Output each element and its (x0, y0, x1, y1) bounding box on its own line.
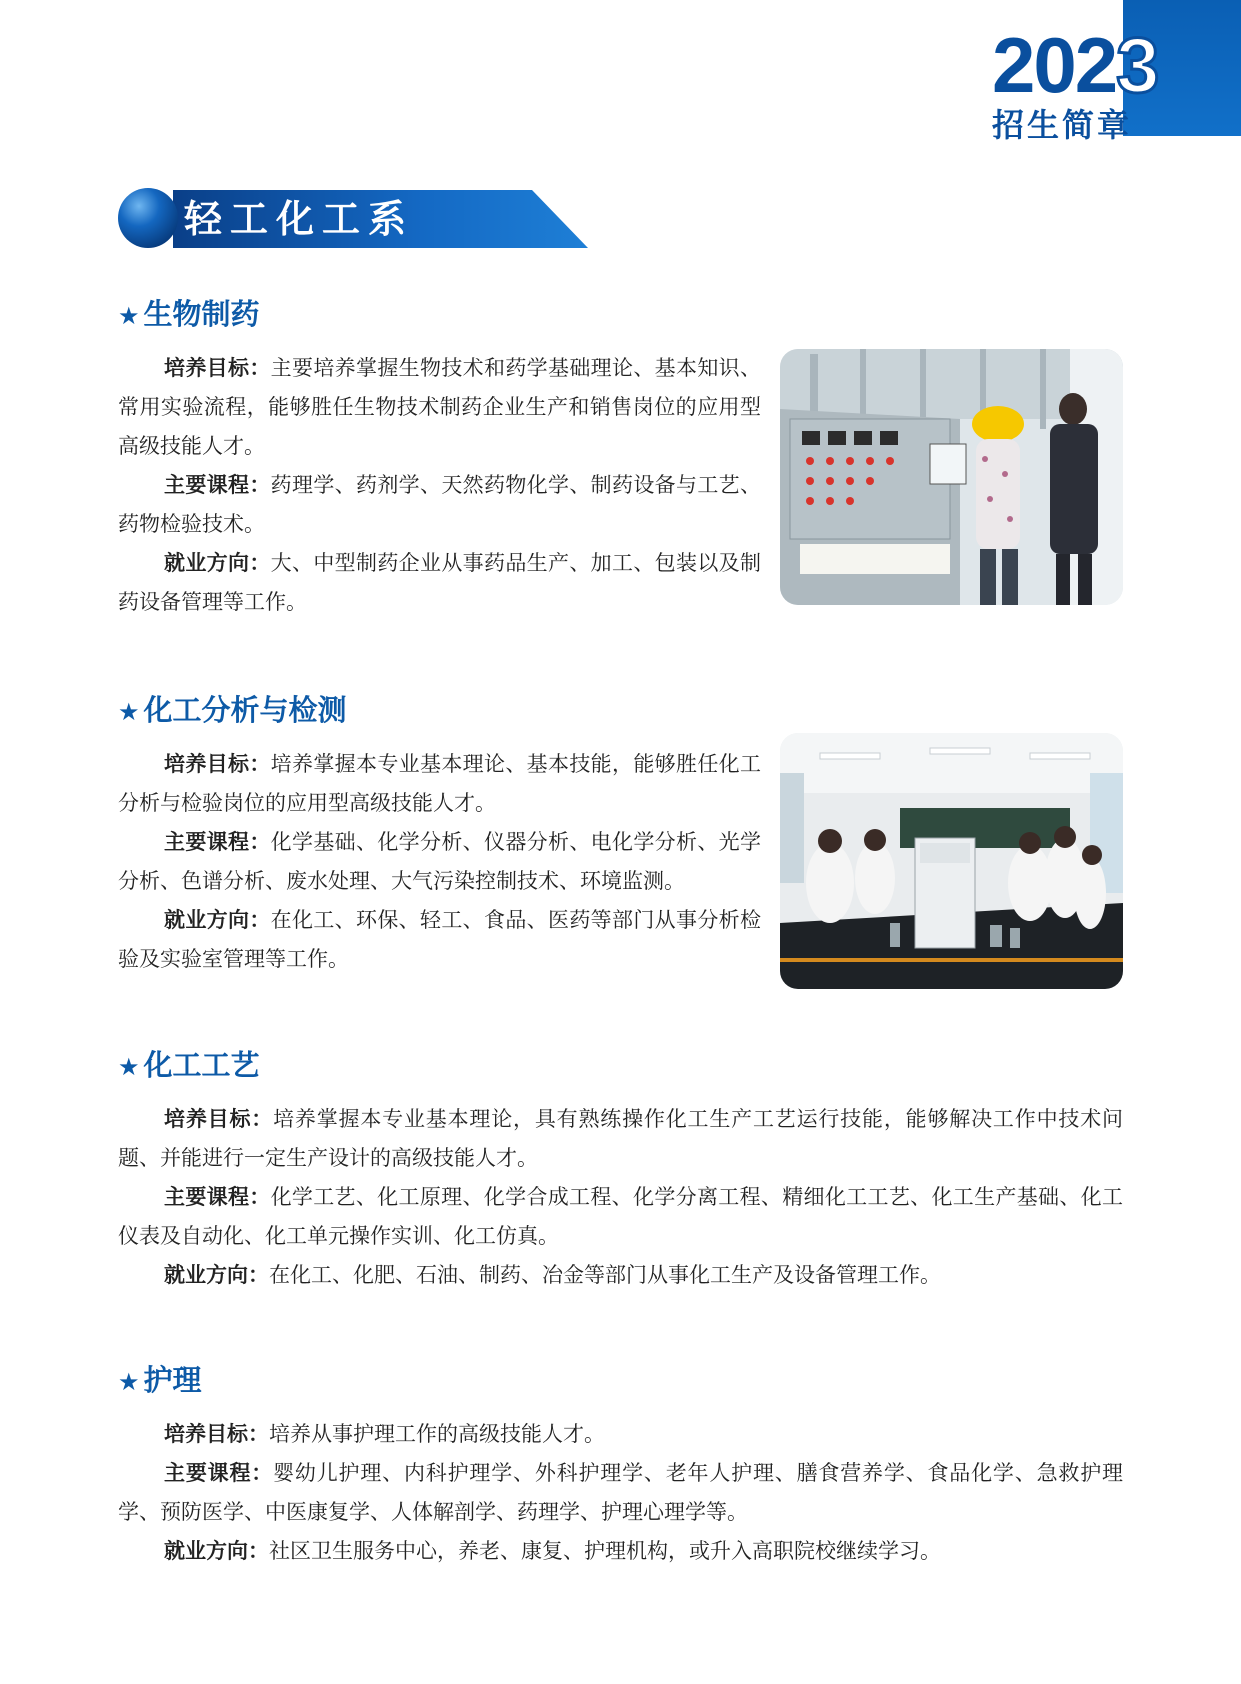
training-goal: 培养目标：培养掌握本专业基本理论，具有熟练操作化工生产工艺运行技能，能够解决工作中技术问题、并能进行一定生产设计的高级技能人才。 (118, 1107, 1124, 1170)
career-direction: 就业方向：大、中型制药企业从事药品生产、加工、包装以及制药设备管理等工作。 (118, 551, 762, 614)
star-icon: ★ (118, 1053, 140, 1081)
section-title: ★ 护理 (118, 1363, 202, 1397)
year-heading: 2023 (992, 21, 1158, 109)
star-icon: ★ (118, 1368, 140, 1396)
main-courses: 主要课程：化学基础、化学分析、仪器分析、电化学分析、光学分析、色谱分析、废水处理、大气污染控制技术、环境监测。 (118, 830, 762, 893)
section-nursing (118, 1360, 1123, 1571)
star-icon: ★ (118, 302, 140, 330)
main-courses: 主要课程：婴幼儿护理、内科护理学、外科护理学、老年人护理、膳食营养学、食品化学、急救护理学、预防医学、中医康复学、人体解剖学、药理学、护理心理学等。 (118, 1461, 1124, 1524)
section-bio-pharmacy (118, 294, 761, 622)
section-chem-analysis (118, 690, 761, 979)
training-goal: 培养目标：主要培养掌握生物技术和药学基础理论、基本知识、常用实验流程，能够胜任生物技术制药企业生产和销售岗位的应用型高级技能人才。 (118, 356, 762, 458)
main-courses: 主要课程：药理学、药剂学、天然药物化学、制药设备与工艺、药物检验技术。 (118, 473, 762, 536)
department-title: 轻工化工系 (184, 197, 415, 241)
photo-pharma-control-panel (780, 349, 1123, 605)
training-goal: 培养目标：培养掌握本专业基本理论、基本技能，能够胜任化工分析与检验岗位的应用型高级技能人才。 (118, 752, 762, 815)
section-title: ★ 生物制药 (118, 297, 260, 331)
section-chem-process (118, 1045, 1123, 1295)
career-direction: 就业方向：在化工、环保、轻工、食品、医药等部门从事分析检验及实验室管理等工作。 (118, 908, 762, 971)
main-courses: 主要课程：化学工艺、化工原理、化学合成工程、化学分离工程、精细化工工艺、化工生产基础、化工仪表及自动化、化工单元操作实训、化工仿真。 (118, 1185, 1123, 1248)
star-icon: ★ (118, 698, 140, 726)
brochure-tagline: 招生简章 (992, 106, 1133, 144)
section-title: ★ 化工分析与检测 (118, 693, 347, 727)
career-direction: 就业方向：社区卫生服务中心，养老、康复、护理机构，或升入高职院校继续学习。 (164, 1539, 941, 1563)
photo-chem-lab-class (780, 733, 1123, 989)
section-title: ★ 化工工艺 (118, 1048, 260, 1082)
training-goal: 培养目标：培养从事护理工作的高级技能人才。 (164, 1422, 605, 1446)
career-direction: 就业方向：在化工、化肥、石油、制药、冶金等部门从事化工生产及设备管理工作。 (164, 1263, 941, 1287)
department-banner (118, 188, 588, 250)
